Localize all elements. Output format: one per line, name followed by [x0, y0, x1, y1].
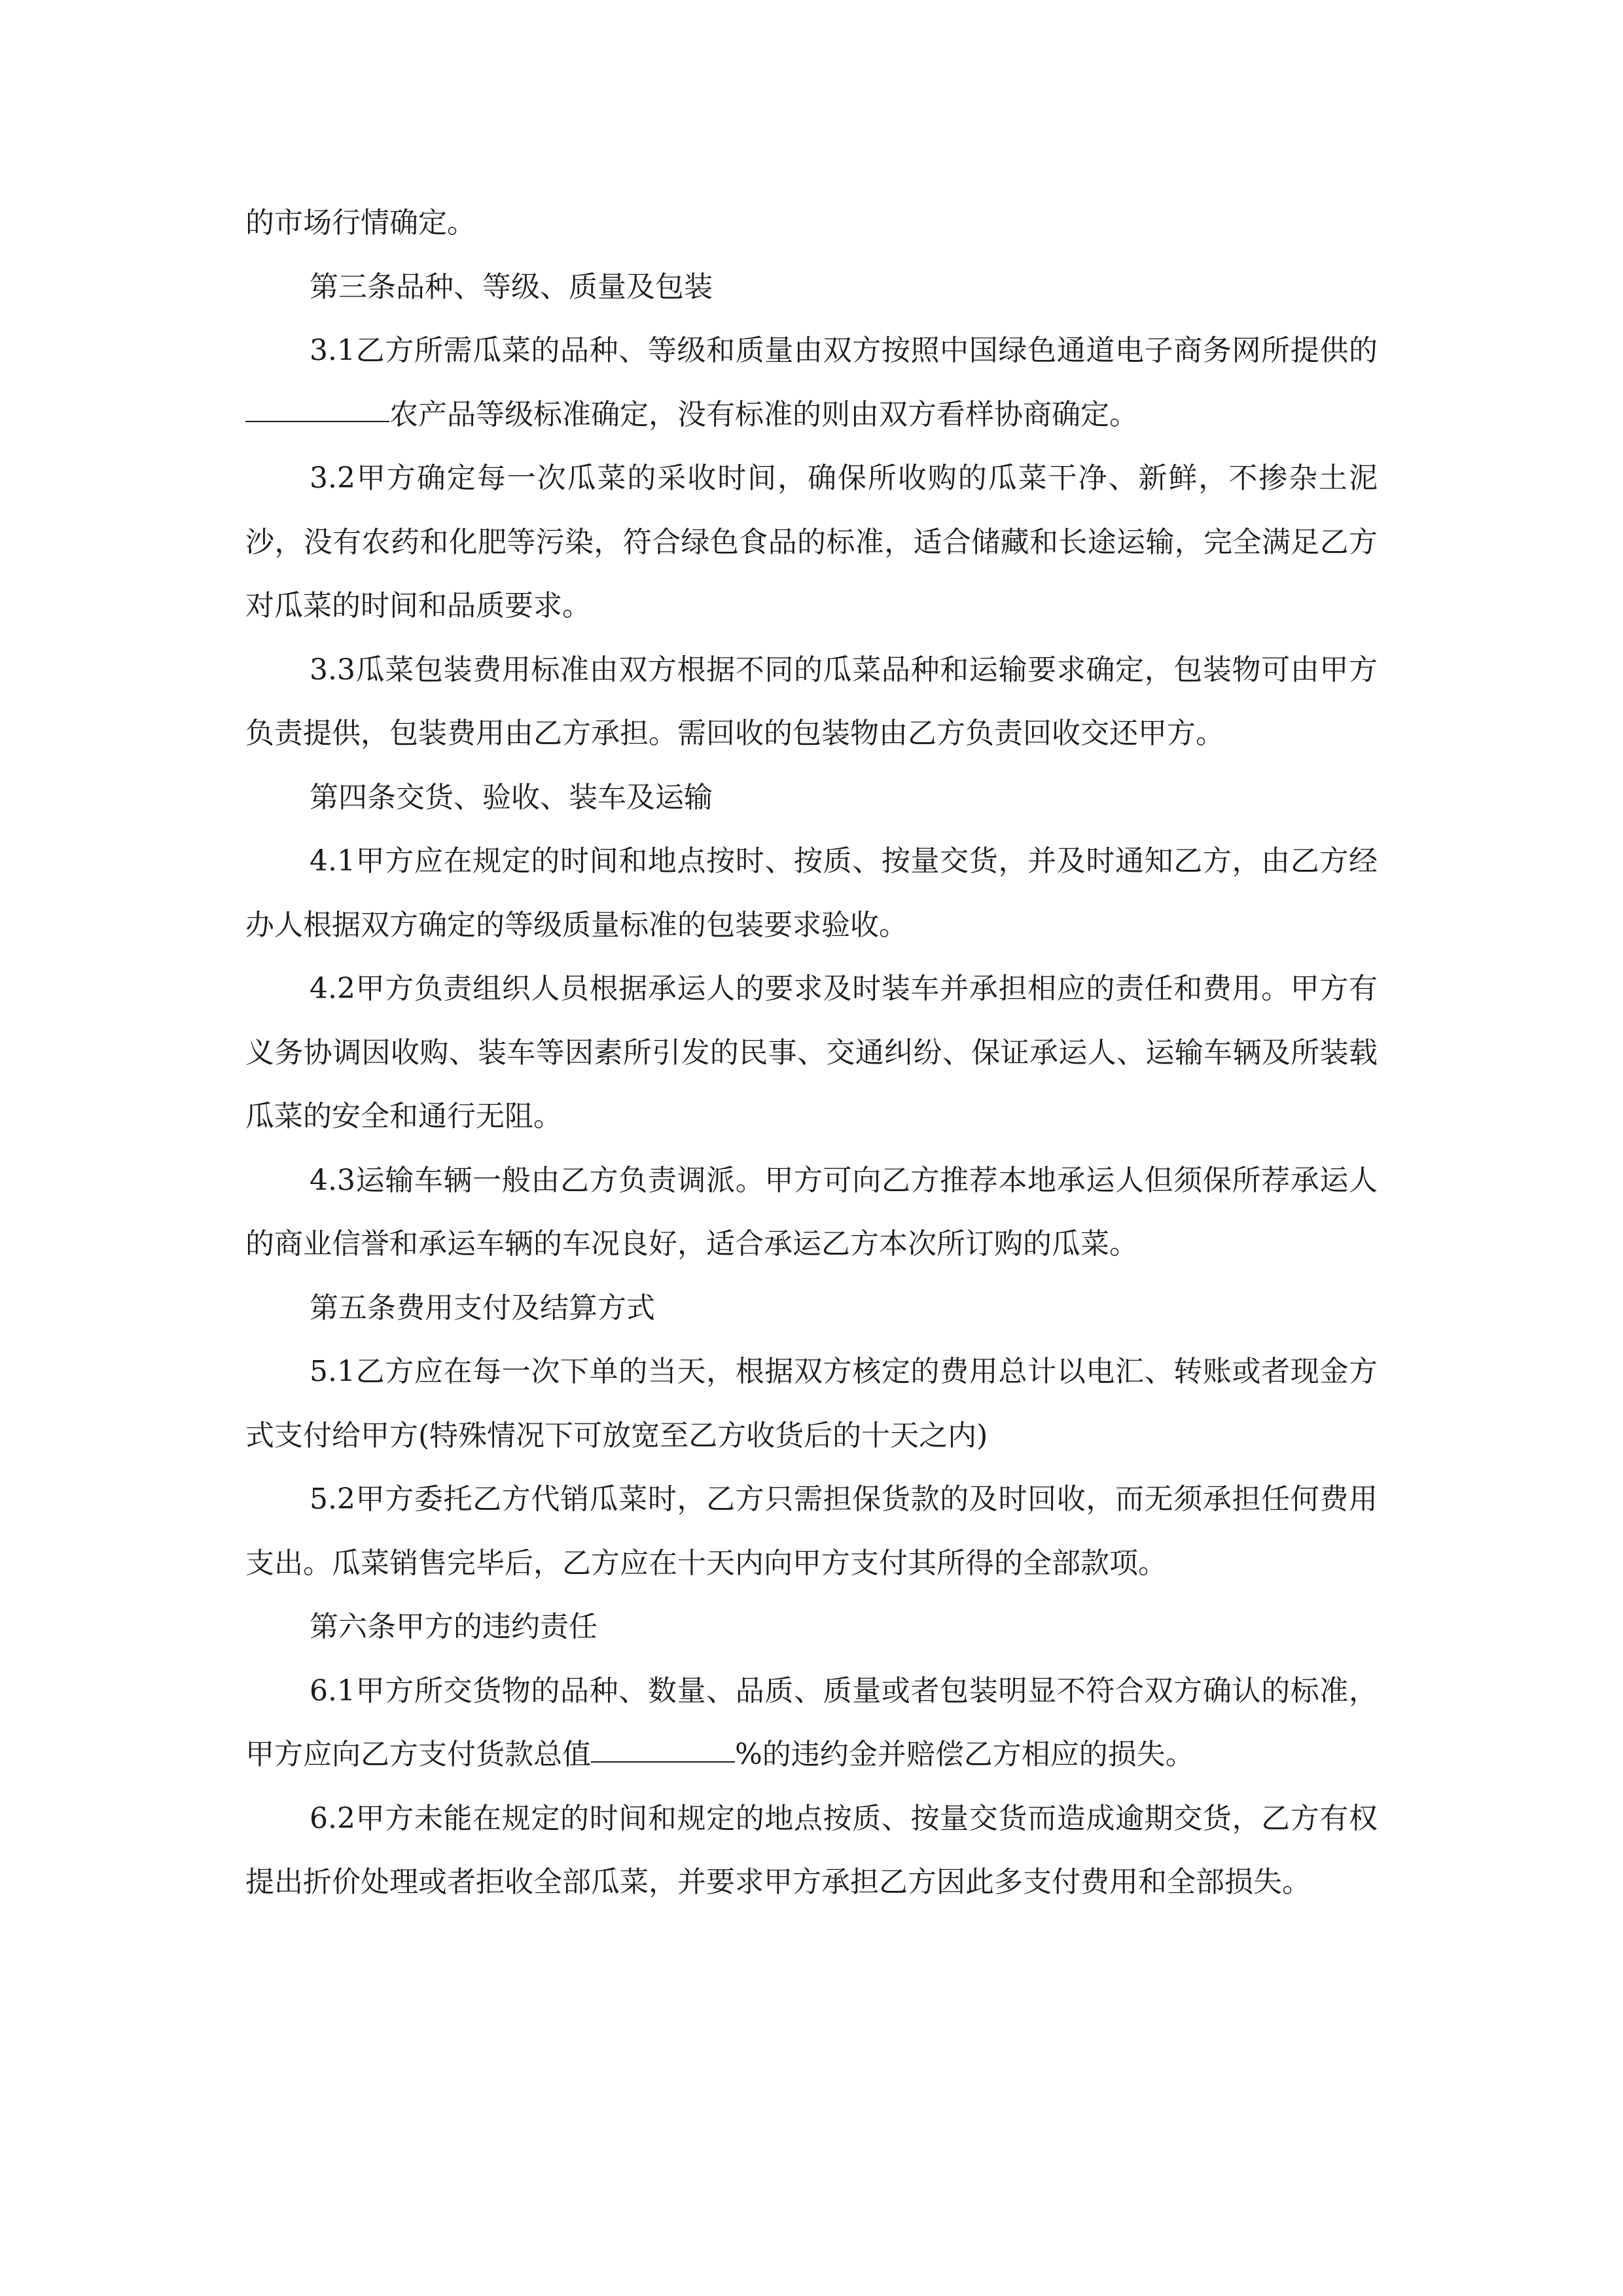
clause-6-1 — [245, 1659, 1378, 1787]
clause-3-3: 3.3瓜菜包装费用标准由双方根据不同的瓜菜品种和运输要求确定，包装物可由甲方负责提供，包装费用由乙方承担。需回收的包装物由乙方负责回收交还甲方。 — [245, 653, 1378, 750]
clause-4-3: 4.3运输车辆一般由乙方负责调派。甲方可向乙方推荐本地承运人但须保所荐承运人的商业信誉和承运车辆的车况良好，适合承运乙方本次所订购的瓜菜。 — [245, 1163, 1378, 1261]
clause-3-2: 3.2甲方确定每一次瓜菜的采收时间，确保所收购的瓜菜干净、新鲜，不掺杂土泥沙，没有农药和化肥等污染，符合绿色食品的标准，适合储藏和长途运输，完全满足乙方对瓜菜的时间和品质要求。 — [245, 461, 1378, 622]
section-heading-article-4: 第四条交货、验收、装车及运输 — [310, 780, 713, 814]
clause-5-1: 5.1乙方应在每一次下单的当天，根据双方核定的费用总计以电汇、转账或者现金方式支付给甲方(特殊情况下可放宽至乙方收货后的十天之内) — [245, 1355, 1378, 1452]
clause-3-1-text-after: 农产品等级标准确定，没有标准的则由双方看样协商确定。 — [389, 397, 1138, 431]
clause-3-1-text-before: 3.1乙方所需瓜菜的品种、等级和质量由双方按照中国绿色通道电子商务网所提供的 — [310, 334, 1378, 367]
paragraph-continuation: 的市场行情确定。 — [245, 206, 476, 240]
clause-6-1-text-before: 6.1甲方所交货物的品种、数量、品质、质量或者包装明显不符合双方确认的标准，甲方应向乙方支付货款总值 — [245, 1674, 1378, 1771]
document-page — [245, 191, 1378, 1914]
fill-in-blank-standard — [245, 421, 389, 422]
clause-5-2: 5.2甲方委托乙方代销瓜菜时，乙方只需担保货款的及时回收，而无须承担任何费用支出。瓜菜销售完毕后，乙方应在十天内向甲方支付其所得的全部款项。 — [245, 1482, 1378, 1580]
section-heading-article-3: 第三条品种、等级、质量及包装 — [310, 270, 713, 304]
section-heading-article-5: 第五条费用支付及结算方式 — [310, 1291, 655, 1325]
section-heading-article-6: 第六条甲方的违约责任 — [310, 1610, 597, 1643]
fill-in-blank-penalty-percent — [591, 1761, 735, 1763]
clause-3-1 — [245, 319, 1378, 446]
clause-4-2: 4.2甲方负责组织人员根据承运人的要求及时装车并承担相应的责任和费用。甲方有义务协调因收购、装车等因素所引发的民事、交通纠纷、保证承运人、运输车辆及所装载瓜菜的安全和通行无阻。 — [245, 972, 1378, 1133]
clause-6-1-text-after: %的违约金并赔偿乙方相应的损失。 — [735, 1738, 1194, 1771]
clause-6-2: 6.2甲方未能在规定的时间和规定的地点按质、按量交货而造成逾期交货，乙方有权提出折价处理或者拒收全部瓜菜，并要求甲方承担乙方因此多支付费用和全部损失。 — [245, 1801, 1378, 1899]
clause-4-1: 4.1甲方应在规定的时间和地点按时、按质、按量交货，并及时通知乙方，由乙方经办人根据双方确定的等级质量标准的包装要求验收。 — [245, 844, 1378, 942]
